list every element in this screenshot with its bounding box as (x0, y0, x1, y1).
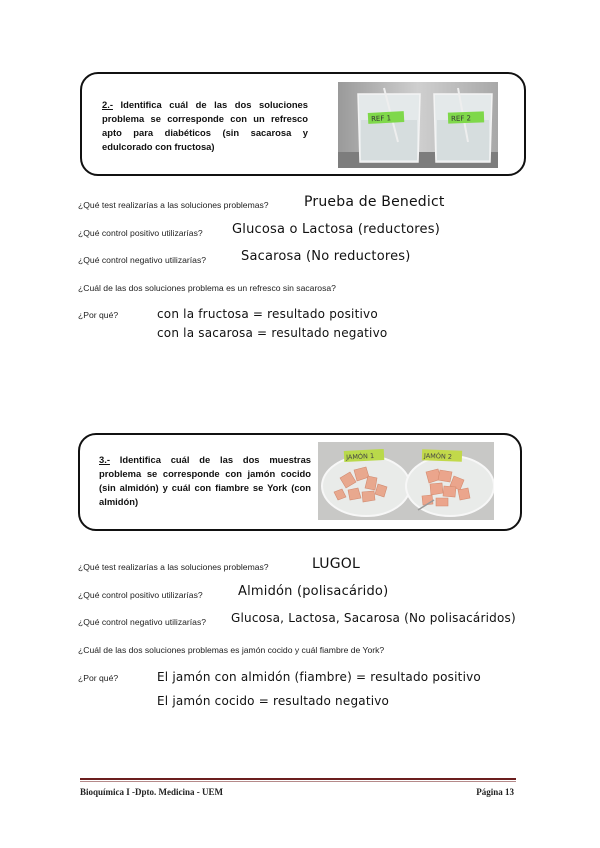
q3-negative-question: ¿Qué control negativo utilizarías? (78, 617, 207, 627)
question-2-text: Identifica cuál de las dos soluciones problema se corresponde con un refresco apto para diabéticos (sin sacarosa y edulcorado con fructosa) (102, 99, 308, 152)
q3-test-answer: LUGOL (312, 556, 361, 572)
q2-negative-question: ¿Qué control negativo utilizarías? (78, 255, 207, 265)
q2-positive-question: ¿Qué control positivo utilizarías? (78, 228, 203, 238)
q2-test-answer: Prueba de Benedict (304, 194, 445, 210)
q2-why-line-1: con la fructosa = resultado positivo (157, 307, 378, 321)
footer-left: Bioquímica I -Dpto. Medicina - UEM (80, 787, 223, 797)
question-3-text: Identifica cuál de las dos muestras problema se corresponde con jamón cocido (sin almidón) y cuál con fiambre se York (con almidón) (99, 454, 312, 507)
q3-negative-answer: Glucosa, Lactosa, Sacarosa (No polisacáridos) (231, 611, 516, 625)
question-2-box (80, 72, 526, 176)
question-2-number: 2.- (102, 99, 113, 110)
q3-why-line-1: El jamón con almidón (fiambre) = resultado positivo (157, 670, 481, 684)
q3-why-label: ¿Por qué? (78, 673, 119, 683)
question-2-prompt (102, 98, 308, 154)
plate-2-label-text: JAMÓN 2 (423, 451, 453, 461)
beakers-photo (338, 82, 498, 168)
question-3-prompt (99, 453, 311, 509)
q2-why-line-2: con la sacarosa = resultado negativo (157, 326, 388, 340)
q2-test-question: ¿Qué test realizarías a las soluciones problemas? (78, 200, 269, 210)
plate-1-label-text: JAMÓN 1 (345, 451, 375, 462)
footer-rule (80, 778, 516, 780)
q3-positive-question: ¿Qué control positivo utilizarías? (78, 590, 203, 600)
q2-which-question: ¿Cuál de las dos soluciones problema es un refresco sin sacarosa? (78, 283, 336, 293)
beaker-2-label-text: REF 2 (450, 114, 472, 124)
question-3-box (78, 433, 522, 531)
q2-negative-answer: Sacarosa (No reductores) (241, 249, 411, 264)
q3-positive-answer: Almidón (polisacárido) (238, 584, 389, 599)
footer-rule-secondary (80, 781, 516, 782)
q3-test-question: ¿Qué test realizarías a las soluciones problemas? (78, 562, 269, 572)
q2-positive-answer: Glucosa o Lactosa (reductores) (232, 222, 440, 237)
ham-plates-photo (318, 442, 494, 520)
page-number: Página 13 (476, 787, 514, 797)
q3-which-question: ¿Cuál de las dos soluciones problemas es jamón cocido y cuál fiambre de York? (78, 645, 385, 655)
question-3-number: 3.- (99, 454, 110, 465)
q2-why-label: ¿Por qué? (78, 310, 119, 320)
q3-why-line-2: El jamón cocido = resultado negativo (157, 694, 390, 708)
beaker-1-label-text: REF 1 (370, 114, 392, 124)
